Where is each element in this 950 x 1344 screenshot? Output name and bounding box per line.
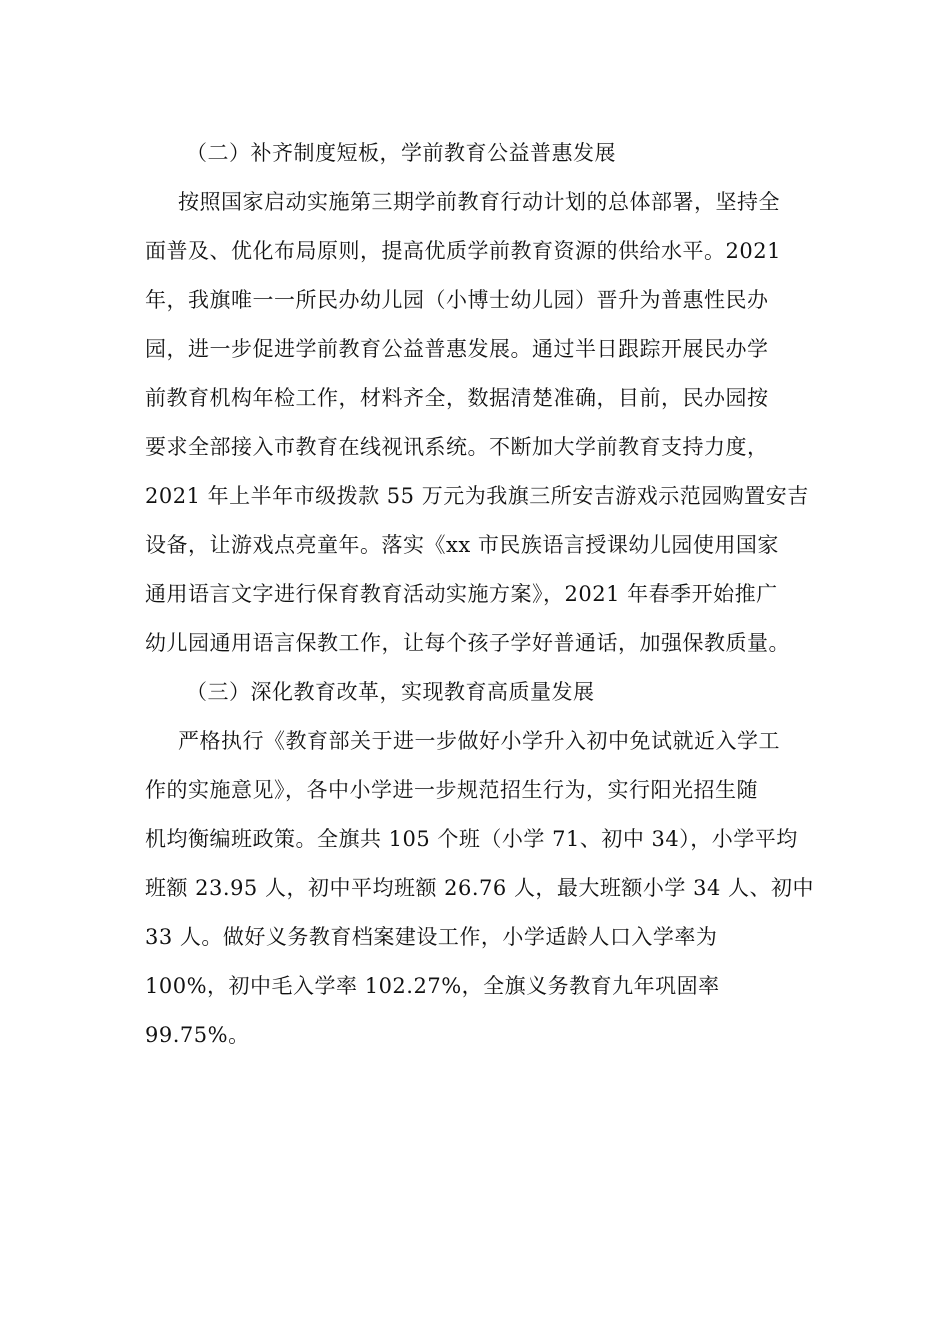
paragraph-line: 通用语言文字进行保育教育活动实施方案》，2021 年春季开始推广 [145,582,778,606]
paragraph-line: 100%，初中毛入学率 102.27%，全旗义务教育九年巩固率 [145,974,720,998]
paragraph-line: 设备，让游戏点亮童年。落实《xx 市民族语言授课幼儿园使用国家 [145,533,779,557]
paragraph-line: 面普及、优化布局原则，提高优质学前教育资源的供给水平。2021 [145,239,781,263]
paragraph-line: 要求全部接入市教育在线视讯系统。不断加大学前教育支持力度， [145,435,769,459]
paragraph-line: 园，进一步促进学前教育公益普惠发展。通过半日跟踪开展民办学 [145,337,769,361]
paragraph-line: 班额 23.95 人，初中平均班额 26.76 人，最大班额小学 34 人、初中 [145,876,815,900]
section-heading-3: （三）深化教育改革，实现教育高质量发展 [186,680,595,704]
paragraph-line: 严格执行《教育部关于进一步做好小学升入初中免试就近入学工 [178,729,780,753]
paragraph-line: 年，我旗唯一一所民办幼儿园（小博士幼儿园）晋升为普惠性民办 [145,288,769,312]
section-heading-2: （二）补齐制度短板，学前教育公益普惠发展 [186,141,616,165]
paragraph-line: 机均衡编班政策。全旗共 105 个班（小学 71、初中 34），小学平均 [145,827,798,851]
paragraph-line: 前教育机构年检工作，材料齐全，数据清楚准确，目前，民办园按 [145,386,769,410]
paragraph-line: 33 人。做好义务教育档案建设工作，小学适龄人口入学率为 [145,925,718,949]
paragraph-line: 作的实施意见》，各中小学进一步规范招生行为，实行阳光招生随 [145,778,758,802]
paragraph-line: 99.75%。 [145,1023,250,1047]
paragraph-line: 幼儿园通用语言保教工作，让每个孩子学好普通话，加强保教质量。 [145,631,790,655]
paragraph-line: 按照国家启动实施第三期学前教育行动计划的总体部署，坚持全 [178,190,780,214]
paragraph-line: 2021 年上半年市级拨款 55 万元为我旗三所安吉游戏示范园购置安吉 [145,484,809,508]
